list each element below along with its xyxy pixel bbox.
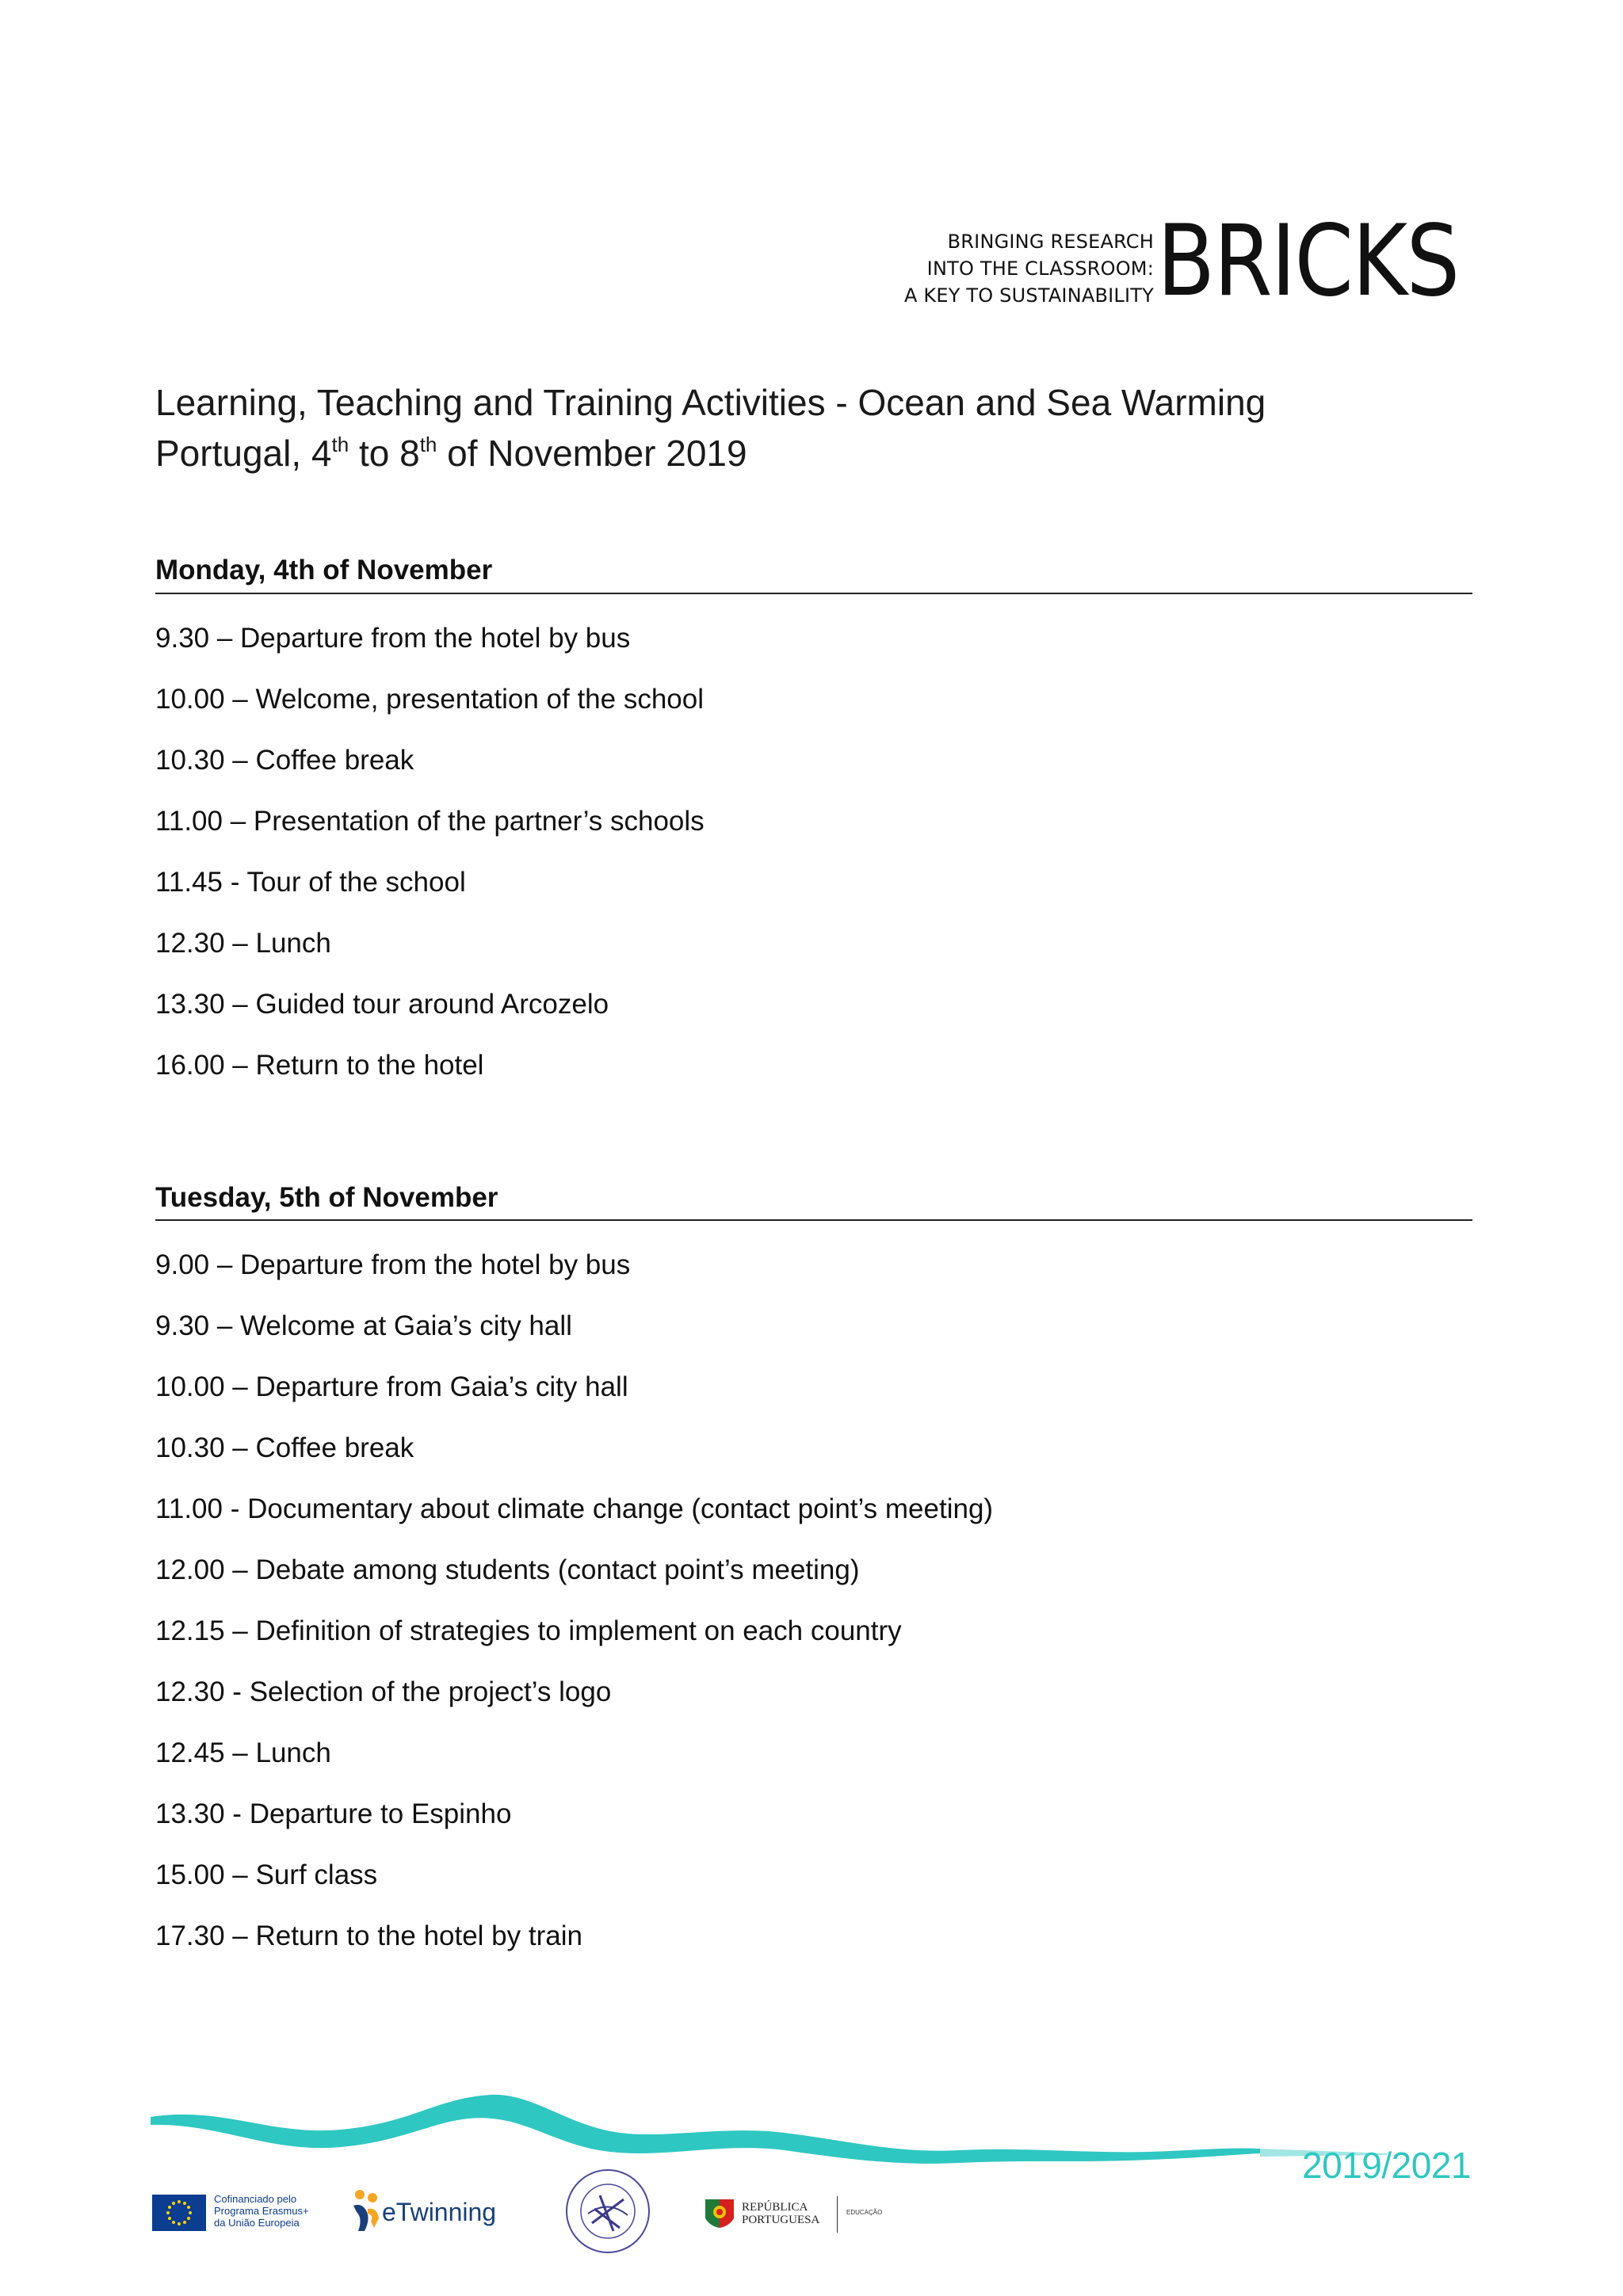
schedule-item: 10.30 – Coffee break [155, 745, 414, 776]
logo-tagline [821, 228, 1154, 309]
title-text: of November 2019 [437, 433, 747, 474]
logo-tagline-line: BRINGING RESEARCH [947, 231, 1154, 253]
schedule-item: 11.00 – Presentation of the partner’s schools [155, 806, 705, 837]
eu-text-line: da União Europeia [214, 2217, 300, 2229]
schedule-item: 10.30 – Coffee break [155, 1432, 414, 1463]
schedule-item: 10.00 – Welcome, presentation of the school [155, 684, 705, 715]
etwinning-logo: eTwinning [382, 2198, 497, 2226]
project-years: 2019/2021 [1302, 2145, 1471, 2186]
title-line-2 [155, 428, 1503, 479]
title-sup: th [331, 433, 349, 456]
rp-line: REPÚBLICA [742, 2201, 808, 2214]
day-heading-tuesday: Tuesday, 5th of November [155, 1182, 498, 1213]
schedule-item: 16.00 – Return to the hotel [155, 1050, 484, 1081]
schedule-item: 15.00 – Surf class [155, 1859, 378, 1890]
logo-wordmark: BRICKS [1157, 204, 1459, 318]
schedule-item: 17.30 – Return to the hotel by train [155, 1920, 582, 1951]
eu-funding-text [214, 2193, 309, 2229]
title-text: Portugal, 4 [155, 433, 332, 474]
portugal-shield-icon [704, 2196, 735, 2233]
schedule-item: 11.45 - Tour of the school [155, 867, 466, 898]
schedule-item: 10.00 – Departure from Gaia’s city hall [155, 1371, 628, 1402]
schedule-item: 9.30 – Departure from the hotel by bus [155, 623, 631, 654]
day-heading-monday: Monday, 4th of November [155, 555, 493, 585]
eu-flag-icon [152, 2195, 206, 2231]
title-line-1: Learning, Teaching and Training Activities - Ocean and Sea Warming [155, 382, 1266, 423]
divider [155, 593, 1472, 594]
logo-tagline-line: A KEY TO SUSTAINABILITY [903, 284, 1154, 307]
school-seal-icon [564, 2168, 651, 2255]
logo-tagline-line: INTO THE CLASSROOM: [926, 257, 1154, 280]
wave-shape [151, 2095, 1260, 2164]
schedule-item: 12.00 – Debate among students (contact point’s meeting) [155, 1554, 860, 1585]
etwinning-figures-icon [350, 2187, 382, 2234]
republica-portuguesa-logo [704, 2196, 894, 2236]
rp-divider [837, 2196, 838, 2233]
schedule-item: 9.00 – Departure from the hotel by bus [155, 1249, 631, 1280]
title-sup: th [419, 433, 437, 456]
divider [155, 1219, 1472, 1221]
eu-stars-icon [152, 2195, 206, 2231]
schedule-item: 9.30 – Welcome at Gaia’s city hall [155, 1310, 572, 1341]
schedule-item: 12.15 – Definition of strategies to implement on each country [155, 1615, 902, 1646]
footer-logos [152, 2168, 945, 2255]
schedule-item: 13.30 – Guided tour around Arcozelo [155, 989, 609, 1020]
rp-line: PORTUGUESA [742, 2214, 820, 2226]
page-title [155, 377, 1503, 479]
rp-education-text: EDUCAÇÃO [846, 2209, 883, 2216]
schedule-item: 12.45 – Lunch [155, 1737, 331, 1768]
schedule-item: 12.30 - Selection of the project’s logo [155, 1676, 612, 1707]
schedule-item: 12.30 – Lunch [155, 928, 331, 959]
republica-text [742, 2201, 819, 2226]
schedule-item: 11.00 - Documentary about climate change (contact point’s meeting) [155, 1493, 994, 1524]
schedule-item: 13.30 - Departure to Espinho [155, 1798, 512, 1829]
title-text: to 8 [349, 433, 420, 474]
eu-text-line: Programa Erasmus+ [214, 2205, 309, 2217]
eu-text-line: Cofinanciado pelo [214, 2193, 297, 2205]
